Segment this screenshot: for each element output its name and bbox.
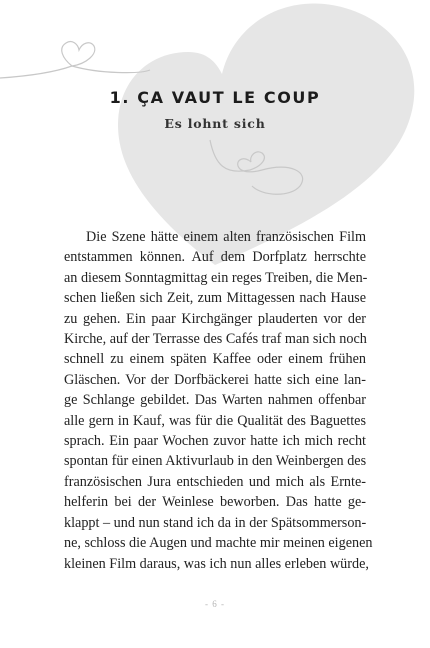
text-line: klappt – und nun stand ich da in der Spätsommerson- — [64, 514, 367, 531]
text-line: schnell zu einem späten Kaffee oder einem frühen — [64, 351, 366, 368]
text-line: helferin bei der Weinlese beworben. Das hatte ge- — [64, 494, 366, 511]
body-text — [64, 227, 373, 574]
text-line: an diesem Sonntagmittag ein reges Treiben, die Men- — [64, 269, 368, 286]
text-line: ge Schlange gebildet. Das Warten nahmen offenbar — [64, 392, 366, 409]
text-line: entstammen können. Auf dem Dorfplatz herrschte — [64, 249, 366, 266]
text-line: zu gehen. Ein paar Kirchgänger plauderten vor der — [64, 310, 366, 327]
text-line: spontan für einen Aktivurlaub in den Weinbergen des — [64, 453, 367, 470]
text-line: französischen Jura entschieden und mich als Ernte- — [64, 473, 366, 490]
text-line: Gläschen. Vor der Dorfbäckerei hatte sich eine lan- — [64, 371, 366, 388]
text-line: Kirche, auf der Terrasse des Cafés traf man sich noch — [64, 331, 367, 348]
text-line: sprach. Ein paar Wochen zuvor hatte ich mich recht — [64, 433, 366, 450]
text-line: kleinen Film daraus, was ich nun alles erleben würde, — [64, 555, 369, 572]
text-line: alle gern in Kauf, was für die Qualität des Baguettes — [64, 412, 366, 429]
text-line: schen ließen sich Zeit, zum Mittagessen nach Hause — [64, 290, 366, 307]
text-line: Die Szene hätte einem alten französischen Film — [86, 229, 366, 245]
chapter-subtitle: Es lohnt sich — [164, 116, 266, 131]
heart-line-left — [0, 42, 150, 78]
heart-shape — [118, 4, 414, 265]
page-number: - 6 - — [205, 599, 225, 609]
chapter-title: 1. ÇA VAUT LE COUP — [109, 88, 321, 107]
text-line: ne, schloss die Augen und machte mir meinen eigenen — [64, 535, 373, 552]
